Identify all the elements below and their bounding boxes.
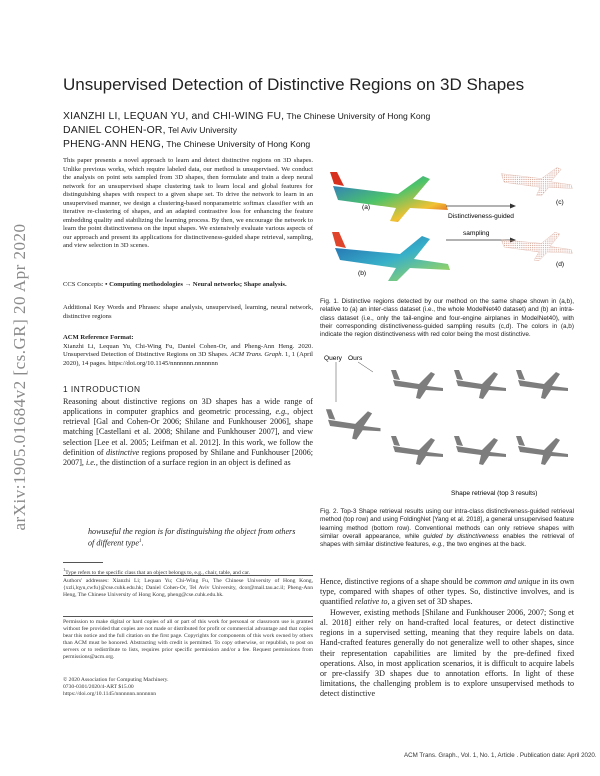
- author-affiliation: The Chinese University of Hong Kong: [284, 111, 431, 121]
- result-bottom-2: [454, 436, 506, 465]
- ccs-text: • Computing methodologies → Neural networks; Shape analysis.: [105, 281, 287, 288]
- result-top-1: [391, 370, 443, 399]
- definition-quote: [88, 527, 298, 549]
- body-text: , a given set of 3D shapes.: [387, 597, 473, 607]
- label-a: (a): [362, 204, 371, 211]
- quote-end: .: [141, 538, 144, 548]
- result-bottom-1: [391, 436, 443, 465]
- retrieval-label: Shape retrieval (top 3 results): [451, 490, 538, 497]
- label-c: (c): [556, 199, 564, 206]
- result-top-2: [454, 370, 506, 399]
- permission-rule: [63, 616, 313, 617]
- figure-2: [318, 350, 576, 500]
- query-label: Query: [324, 355, 342, 362]
- author-affiliation: Tel Aviv University: [165, 125, 238, 135]
- caption-text: enables the retrieval of shapes with similar distinctive features,: [320, 532, 574, 549]
- intro-text: regions proposed by Shilane and Funkhouser [2006; 2007],: [63, 447, 313, 467]
- author-line-2: [63, 125, 237, 136]
- copyright-line: © 2020 Association for Computing Machinery.: [63, 677, 169, 683]
- permission-notice: Permission to make digital or hard copies of all or part of this work for personal or classroom use is granted without fee provided that copies are not made or distributed for profit or commercial advantage and that copies bear this notice and the full citation on the first page. Copyrights for components of this work owned by others than ACM must be honored. Abstracting with credit is permitted. To copy otherwise, or republish, to post on servers or to redistribute to lists, requires prior specific permission and/or a fee. Request permissions from permissions@acm.org.: [63, 619, 313, 661]
- author-line-3: [63, 139, 310, 150]
- label-b: (b): [358, 270, 367, 277]
- result-top-3: [516, 370, 568, 399]
- copyright-block: [63, 677, 313, 698]
- intro-text: Reasoning about distinctive regions on 3D shapes has a wide range of applications in computer graphics and geometric processing,: [63, 397, 313, 417]
- airplane-b: [332, 232, 450, 281]
- acm-reference-heading: ACM Reference Format:: [63, 334, 134, 341]
- author-names: DANIEL COHEN-OR,: [63, 125, 166, 136]
- figure-1: [318, 156, 576, 281]
- label-d: (d): [556, 261, 565, 268]
- issn-line: 0730-0301/2020/4-ART $15.00: [63, 684, 134, 691]
- ccs-label: CCS Concepts:: [63, 281, 106, 288]
- query-airplane: [326, 409, 381, 439]
- intro-heading: 1 INTRODUCTION: [63, 384, 141, 394]
- acm-reference: [63, 334, 313, 368]
- footnote-text: Type refers to the specific class that an object belongs to, e.g., chair, table, and car.: [65, 569, 251, 576]
- author-line-1: [63, 111, 430, 122]
- paper-title: Unsupervised Detection of Distinctive Regions on 3D Shapes: [63, 75, 525, 94]
- intro-ie: i.e.: [85, 457, 96, 467]
- figure-1-graphic: [318, 156, 576, 281]
- body-em: common and unique: [474, 577, 541, 586]
- caption-text: , the two engines at the back.: [442, 541, 527, 549]
- arxiv-identifier: arXiv:1905.01684v2 [cs.GR] 20 Apr 2020: [10, 223, 29, 531]
- caption-text: Fig. 2. Top-3 Shape retrieval results using our intra-class distinctiveness-guided retrieval method (top row) and using FoldingNet [Yang et al. 2018], a general unsupervised feature learning method (bottom row). Conventional methods can only retrieve shapes with similar overall appearance, while: [320, 508, 574, 540]
- abstract: This paper presents a novel approach to learn and detect distinctive regions on 3D shapes. Unlike previous works, which require labeled data, our method is unsupervised. We conduct the analysis on point sets sampled from 3D shapes, then formulate and train a deep neural network for an unsupervised shape clustering task to learn local and global features for distinguishing shapes with respect to a given shape set. To drive the network to learn in an unsupervised manner, we design a clustering-based nonparametric softmax classifier with an iterative re-clustering of shapes, and an adapted contrastive loss for enhancing the feature embedding quality and stabilizing the learning process. By then, we encourage the network to learn the point distinctiveness on the input shapes. We extensively evaluate various aspects of our approach and present its applications for distinctiveness-guided shape retrieval, sampling, and view selection in 3D scenes.: [63, 157, 313, 250]
- intro-em: distinctive: [106, 447, 140, 457]
- arrow-label-1: Distinctiveness-guided: [448, 213, 514, 220]
- body-em: relative to: [354, 597, 388, 607]
- right-paragraph-1: [320, 577, 574, 607]
- author-names: XIANZHI LI, LEQUAN YU, and CHI-WING FU,: [63, 111, 285, 122]
- footnote-mark: 1: [138, 539, 142, 545]
- figure-2-caption: [320, 508, 574, 549]
- sampled-airplane-c: [501, 167, 572, 196]
- footnote-number: 1: [63, 567, 66, 572]
- intro-text: , the distinction of a surface region in an object is defined as: [95, 457, 291, 467]
- arrow-label-2: sampling: [463, 230, 490, 237]
- doi-line: https://doi.org/10.1145/nnnnnnn.nnnnnnn: [63, 691, 157, 698]
- body-text: in its own type, compared with shapes of other types. So, distinctive involves, and is quantified: [320, 577, 575, 607]
- keywords: Additional Key Words and Phrases: shape analysis, unsupervised, learning, neural network, distinctive regions: [63, 304, 313, 320]
- arrow-head-1: [510, 204, 516, 209]
- page-footer: ACM Trans. Graph., Vol. 1, No. 1, Article . Publication date: April 2020.: [404, 752, 597, 759]
- author-addresses: Authors' addresses: Xianzhi Li; Lequan Yu; Chi-Wing Fu, The Chinese University of Hong Kong, {xzli,lqyu,cwfu}@cse.cuhk.edu.hk; Daniel Cohen-Or, Tel Aviv University, dcor@mail.tau.ac.il; Pheng-Ann Heng, The Chinese University of Hong Kong, pheng@cse.cuhk.edu.hk.: [63, 578, 313, 599]
- acm-reference-journal: ACM Trans. Graph.: [230, 351, 284, 359]
- sampled-airplane-d: [501, 232, 572, 261]
- addresses-rule: [63, 575, 313, 576]
- intro-text: , object retrieval [Gal and Cohen-Or 2006; Shilane and Funkhouser 2006], shape matching [Castellani et al. 2008; Shilane and Funkhouser 2007], and view selection [Lee et al. 2005; Leifman et al. 2012]. In this work, we follow the definition of: [63, 407, 313, 457]
- right-paragraph-2: However, existing methods [Shilane and Funkhouser 2006, 2007; Song et al. 2018] either rely on hand-crafted local features, or detect distinctive regions in a supervised setting, meaning that they require labels on data. Hand-crafted features generally do not generalize well to other shapes, since their representation capabilities are limited by the pre-defined fixed operations. Also, in most application scenarios, it is difficult to acquire labels or pre-classify 3D shapes due to annotation efforts. In light of these limitations, the challenging problem is to explore unsupervised methods to detect distinctive: [320, 608, 574, 699]
- caption-eg: e.g.: [432, 541, 443, 549]
- result-bottom-3: [516, 436, 568, 465]
- ours-label: Ours: [348, 355, 363, 362]
- author-names: PHENG-ANN HENG,: [63, 139, 165, 150]
- intro-paragraph: [63, 397, 313, 468]
- figure-1-caption: Fig. 1. Distinctive regions detected by our method on the same shape shown in (a,b), relative to (a) an inter-class dataset (i.e., the whole ModelNet40 dataset) and (b) an intra-class dataset (i.e., only the tail-engine and four-engine airplanes in ModelNet40), with their corresponding distinctiveness-guided sampling results (c,d). The colors in (a,b) indicate the region distinctiveness with red color being the most distinctive.: [320, 298, 574, 339]
- footnote-rule: [63, 562, 103, 563]
- acm-reference-text-a: Xianzhi Li, Lequan Yu, Chi-Wing Fu, Daniel Cohen-Or, and Pheng-Ann Heng. 2020. Unsupervised Detection of Distinctive Regions on 3D Shapes.: [63, 342, 313, 359]
- caption-em: guided by distinctiveness: [423, 532, 499, 540]
- body-text: Hence, distinctive regions of a shape should be: [320, 577, 475, 586]
- airplane-a: [330, 172, 448, 222]
- intro-eg: e.g.: [275, 407, 288, 417]
- ccs-concepts: [63, 281, 313, 290]
- author-affiliation: The Chinese University of Hong Kong: [164, 139, 311, 149]
- acm-reference-text-b: 1, 1 (April 2020), 14 pages. https://doi.org/10.1145/nnnnnnn.nnnnnnn: [63, 351, 313, 367]
- figure-2-graphic: [318, 350, 576, 500]
- quote-text: howuseful the region is for distinguishing the object from others of different type: [88, 527, 296, 548]
